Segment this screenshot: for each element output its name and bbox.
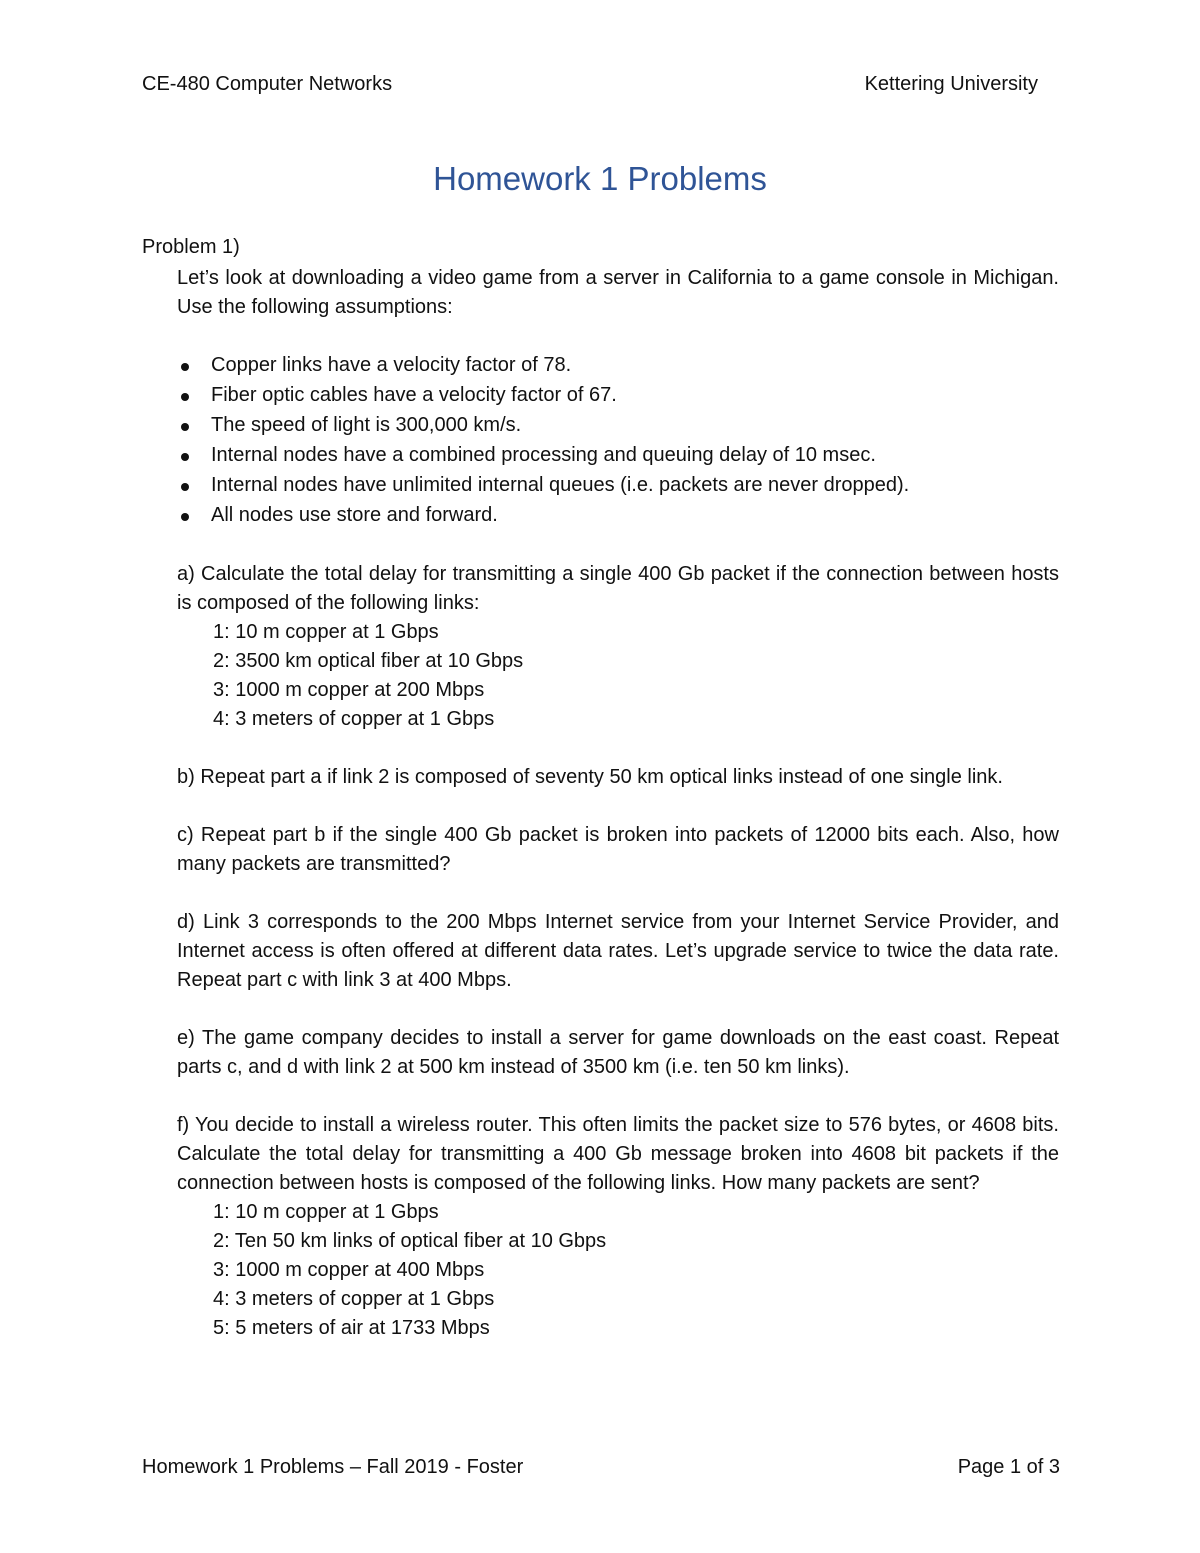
spacer bbox=[177, 734, 1059, 763]
spacer bbox=[177, 995, 1059, 1024]
part-f-text: f) You decide to install a wireless router. This often limits the packet size to 576 bytes, or 4608 bits. Calculate the total delay for transmitting a 400 Gb message broken into 4608 bit packets if the connection between hosts is composed of the following links. How many packets are sent? bbox=[177, 1114, 1059, 1194]
part-a-link: 1: 10 m copper at 1 Gbps bbox=[213, 621, 439, 643]
bullet-icon bbox=[181, 453, 189, 461]
header-course: CE-480 Computer Networks bbox=[142, 73, 393, 95]
assumption-text: All nodes use store and forward. bbox=[211, 504, 498, 526]
assumptions-list bbox=[177, 351, 1059, 531]
problem-content bbox=[177, 264, 1059, 1343]
part-f-link: 1: 10 m copper at 1 Gbps bbox=[213, 1201, 439, 1223]
header-university: Kettering University bbox=[864, 73, 1038, 95]
spacer bbox=[177, 792, 1059, 821]
footer-title: Homework 1 Problems – Fall 2019 - Foster bbox=[142, 1456, 524, 1478]
spacer bbox=[177, 1082, 1059, 1111]
bullet-icon bbox=[181, 423, 189, 431]
part-a-text: a) Calculate the total delay for transmitting a single 400 Gb packet if the connection between hosts is composed of the following links: bbox=[177, 563, 1059, 614]
part-f-link: 2: Ten 50 km links of optical fiber at 10 Gbps bbox=[213, 1230, 607, 1252]
part-c-text: c) Repeat part b if the single 400 Gb packet is broken into packets of 12000 bits each. Also, how many packets are transmitted? bbox=[177, 824, 1059, 875]
part-a-link: 4: 3 meters of copper at 1 Gbps bbox=[213, 708, 495, 730]
part-f-link: 3: 1000 m copper at 400 Mbps bbox=[213, 1259, 485, 1281]
assumption-item bbox=[177, 381, 1059, 411]
problem-label: Problem 1) bbox=[142, 236, 240, 258]
bullet-icon bbox=[181, 363, 189, 371]
assumption-text: Copper links have a velocity factor of 78. bbox=[211, 354, 572, 376]
assumption-text: Fiber optic cables have a velocity factor of 67. bbox=[211, 384, 617, 406]
assumption-item bbox=[177, 471, 1059, 501]
assumption-item bbox=[177, 411, 1059, 441]
spacer bbox=[177, 531, 1059, 560]
assumption-item bbox=[177, 351, 1059, 381]
spacer bbox=[177, 322, 1059, 351]
part-f-link: 5: 5 meters of air at 1733 Mbps bbox=[213, 1317, 490, 1339]
part-a-link: 2: 3500 km optical fiber at 10 Gbps bbox=[213, 650, 524, 672]
bullet-icon bbox=[181, 393, 189, 401]
assumption-text: Internal nodes have unlimited internal queues (i.e. packets are never dropped). bbox=[211, 474, 910, 496]
assumption-item bbox=[177, 441, 1059, 471]
spacer bbox=[177, 879, 1059, 908]
part-d-text: d) Link 3 corresponds to the 200 Mbps Internet service from your Internet Service Provider, and Internet access is often offered at different data rates. Let’s upgrade service to twice the data rate. Repeat part c with link 3 at 400 Mbps. bbox=[177, 911, 1059, 991]
assumption-item bbox=[177, 501, 1059, 531]
assumption-text: The speed of light is 300,000 km/s. bbox=[211, 414, 522, 436]
bullet-icon bbox=[181, 513, 189, 521]
bullet-icon bbox=[181, 483, 189, 491]
part-e-text: e) The game company decides to install a server for game downloads on the east coast. Repeat parts c, and d with link 2 at 500 km instead of 3500 km (i.e. ten 50 km links). bbox=[177, 1027, 1059, 1078]
document-title: Homework 1 Problems bbox=[433, 160, 767, 197]
assumption-text: Internal nodes have a combined processing and queuing delay of 10 msec. bbox=[211, 444, 876, 466]
part-f-link: 4: 3 meters of copper at 1 Gbps bbox=[213, 1288, 495, 1310]
part-b-text: b) Repeat part a if link 2 is composed of seventy 50 km optical links instead of one single link. bbox=[177, 766, 1003, 788]
page-number: Page 1 of 3 bbox=[957, 1456, 1060, 1478]
part-a-link: 3: 1000 m copper at 200 Mbps bbox=[213, 679, 485, 701]
problem-intro: Let’s look at downloading a video game from a server in California to a game console in Michigan. Use the following assumptions: bbox=[177, 267, 1059, 318]
